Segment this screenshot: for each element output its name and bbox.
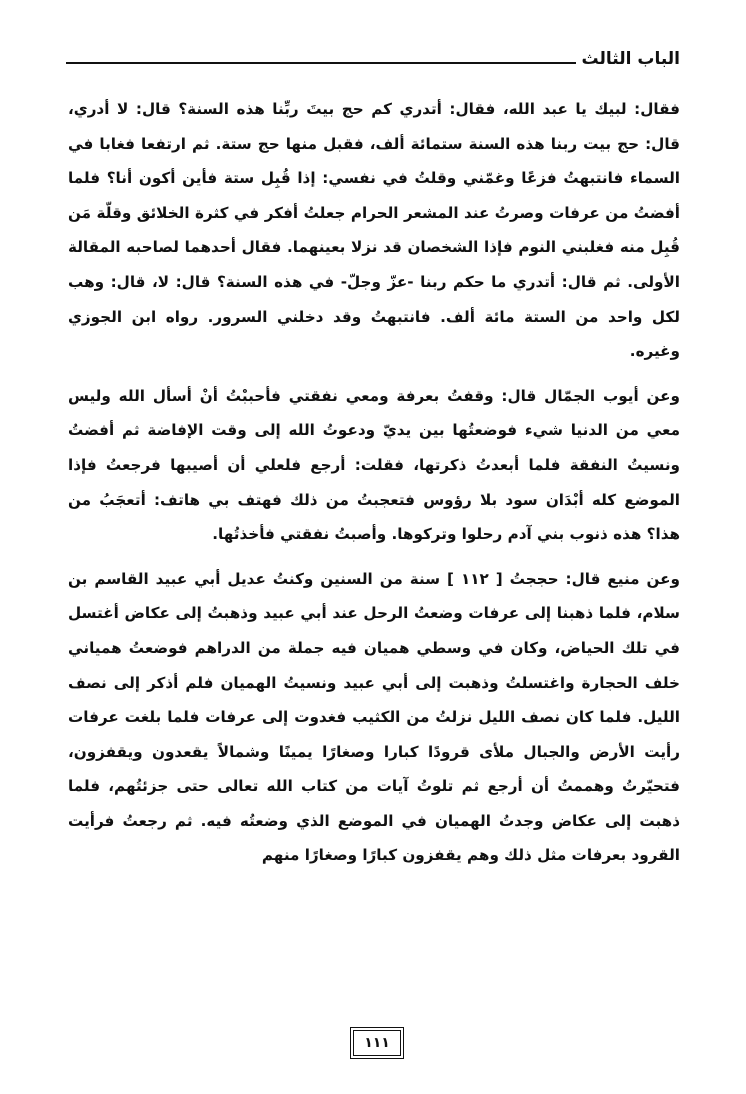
paragraph-2: وعن أيوب الجمّال قال: وقفتُ بعرفة ومعي نفقتي فأحببْتُ أنْ أسأل الله وليس معي من الدنيا شيء فوضعتُها بين يديّ ودعوتُ الله إلى وقت الإفاضة ثم أفضتُ ونسيتُ النفقة فلما أبعدتُ ذكرتها، فقلت: أرجع فلعلي أن أصيبها فرجعتُ فإذا الموضع كله أبْدَان سود بلا رؤوس فتعجبتُ من ذلك فهتف بي هاتف: أتعجَبُ من هذا؟ هذه ذنوب بني آدم رحلوا وتركوها. وأصبتُ نفقتي فأخذتُها. <box>68 386 680 544</box>
body-text <box>68 92 680 883</box>
running-title: الباب الثالث <box>581 49 680 69</box>
paragraph-3: وعن منيع قال: حججتُ [ ١١٢ ] سنة من السنين وكنتُ عديل أبي عبيد القاسم بن سلام، فلما ذهبنا إلى عرفات وضعتُ الرحل عند أبي عبيد وذهبتُ إلى عكاض أغتسل في تلك الحياض، وكان في وسطي هميان فيه جملة من الدراهم فوضعتُ همياني خلف الحجارة واغتسلتُ وذهبت إلى أبي عبيد ونسيتُ الهميان فلم أذكر إلى نصف الليل. فلما كان نصف الليل نزلتُ من الكثيب فغدوت إلى عرفات فلما بلغت عرفات رأيت الأرض والجبال ملأى قرودًا كبارا وصغارًا يمينًا وشمالاً يقعدون ويقفزون، فتحيّرتُ وهممتُ أن أرجع ثم تلوتُ آيات من كتاب الله تعالى حتى جزئتُهم، فلما ذهبت إلى عكاض وجدتُ الهميان في الموضع الذي وضعتُه فيه. ثم رجعتُ فرأيت القرود بعرفات مثل ذلك وهم يقفزون كبارًا وصغارًا منهم <box>68 569 680 865</box>
running-header <box>66 38 680 70</box>
page-number: ١١١ <box>353 1030 401 1056</box>
paragraph-1: فقال: لبيك يا عبد الله، فقال: أتدري كم حج بيتَ ربِّنا هذه السنة؟ قال: لا أدري، قال: حج بيت ربنا هذه السنة ستمائة ألف، فقبل منها حج ستة. ثم ارتفعا فغابا في السماء فانتبهتُ فزعًا وغمّني وقلتُ في نفسي: إذا قُبِل ستة فأين أكون أنا؟ فلما أفضتُ من عرفات وصرتُ عند المشعر الحرام جعلتُ أفكر في كثرة الخلائق وقلّة مَن قُبِل منه فغلبني النوم فإذا الشخصان قد نزلا بعينهما. فقال أحدهما لصاحبه المقالة الأولى. ثم قال: أتدري ما حكم ربنا -عزّ وجلّ- في هذه السنة؟ قال: لا، قال: وهب لكل واحد من الستة مائة ألف. فانتبهتُ وقد دخلني السرور. رواه ابن الجوزي وغيره. <box>68 100 680 361</box>
header-rule <box>66 62 576 64</box>
